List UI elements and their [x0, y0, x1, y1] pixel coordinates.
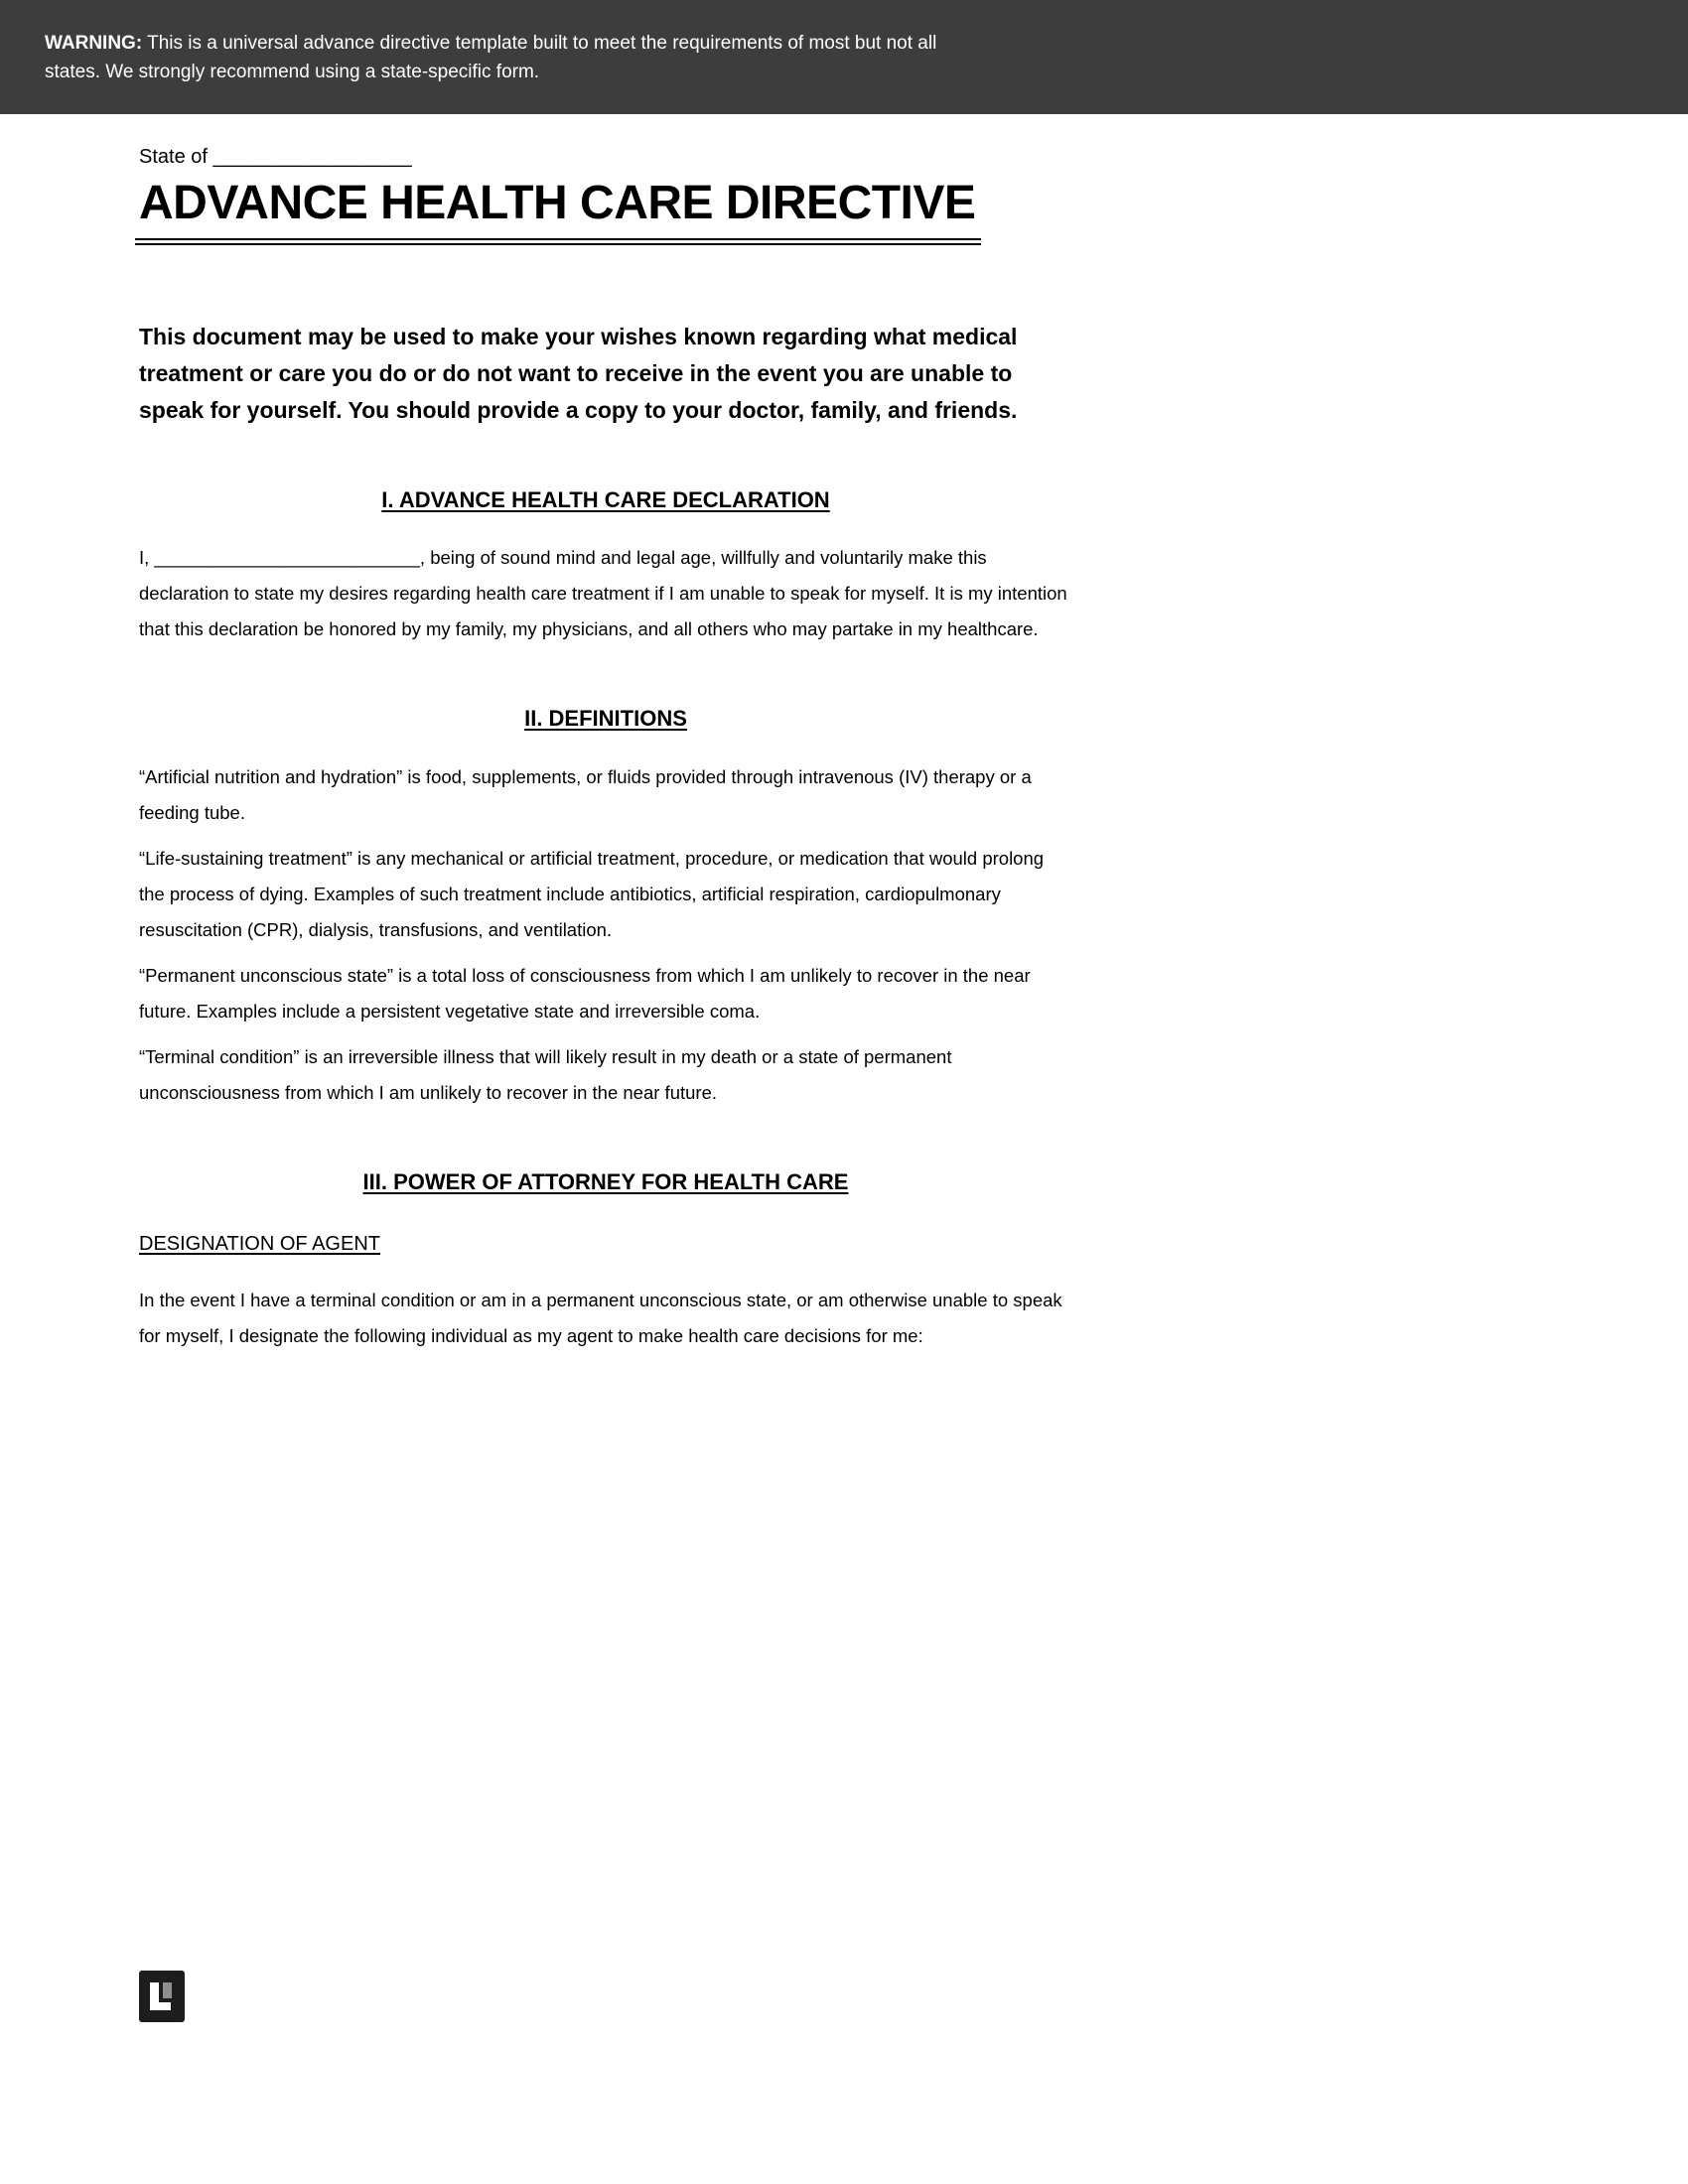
definition-life-sustaining-treatment: “Life-sustaining treatment” is any mechanical or artificial treatment, procedure, or medication that would prolong the process of dying. Examples of such treatment include antibiotics, artificial respiration, cardiopulmonary resuscitation (CPR), dialysis, transfusions, and ventilation. — [139, 847, 1045, 940]
section-3-heading: III. POWER OF ATTORNEY FOR HEALTH CARE — [362, 1168, 849, 1194]
warning-banner — [0, 0, 1688, 114]
document-content — [139, 144, 1072, 1354]
legal-templates-logo-icon — [139, 1971, 185, 2022]
section-2-heading: II. DEFINITIONS — [524, 706, 687, 732]
intro-paragraph: This document may be used to make your wishes known regarding what medical treatment or care you do or do not want to receive in the event you are unable to speak for yourself. You should provide a copy to your doctor, family, and friends. — [139, 323, 1018, 423]
warning-body: This is a universal advance directive template built to meet the requirements of most but not all states. We strongly recommend using a state-specific form. — [45, 33, 937, 82]
document-title: ADVANCE HEALTH CARE DIRECTIVE — [135, 178, 981, 245]
warning-label: WARNING: — [45, 33, 143, 54]
definition-permanent-unconscious-state: “Permanent unconscious state” is a total loss of consciousness from which I am unlikely to recover in the near future. Examples include a persistent vegetative state and irreversible coma. — [139, 964, 1031, 1022]
state-of-line: State of __________________ — [139, 146, 412, 168]
declaration-paragraph: I, __________________________, being of sound mind and legal age, willfully and voluntarily make this declaration to state my desires regarding health care treatment if I am unable to speak for myself. It is my intention that this declaration be honored by my family, my physicians, and all others who may partake in my healthcare. — [139, 547, 1067, 640]
agent-designation-paragraph: In the event I have a terminal condition or am in a permanent unconscious state, or am otherwise unable to speak for myself, I designate the following individual as my agent to make health care decisions for me: — [139, 1289, 1062, 1346]
section-1-heading: I. ADVANCE HEALTH CARE DECLARATION — [381, 486, 830, 512]
definition-artificial-nutrition: “Artificial nutrition and hydration” is food, supplements, or fluids provided through intravenous (IV) therapy or a feeding tube. — [139, 765, 1032, 823]
definition-terminal-condition: “Terminal condition” is an irreversible illness that will likely result in my death or a state of permanent unconsciousness from which I am unlikely to recover in the near future. — [139, 1045, 952, 1103]
warning-text — [45, 30, 986, 86]
designation-of-agent-heading: DESIGNATION OF AGENT — [139, 1232, 380, 1255]
